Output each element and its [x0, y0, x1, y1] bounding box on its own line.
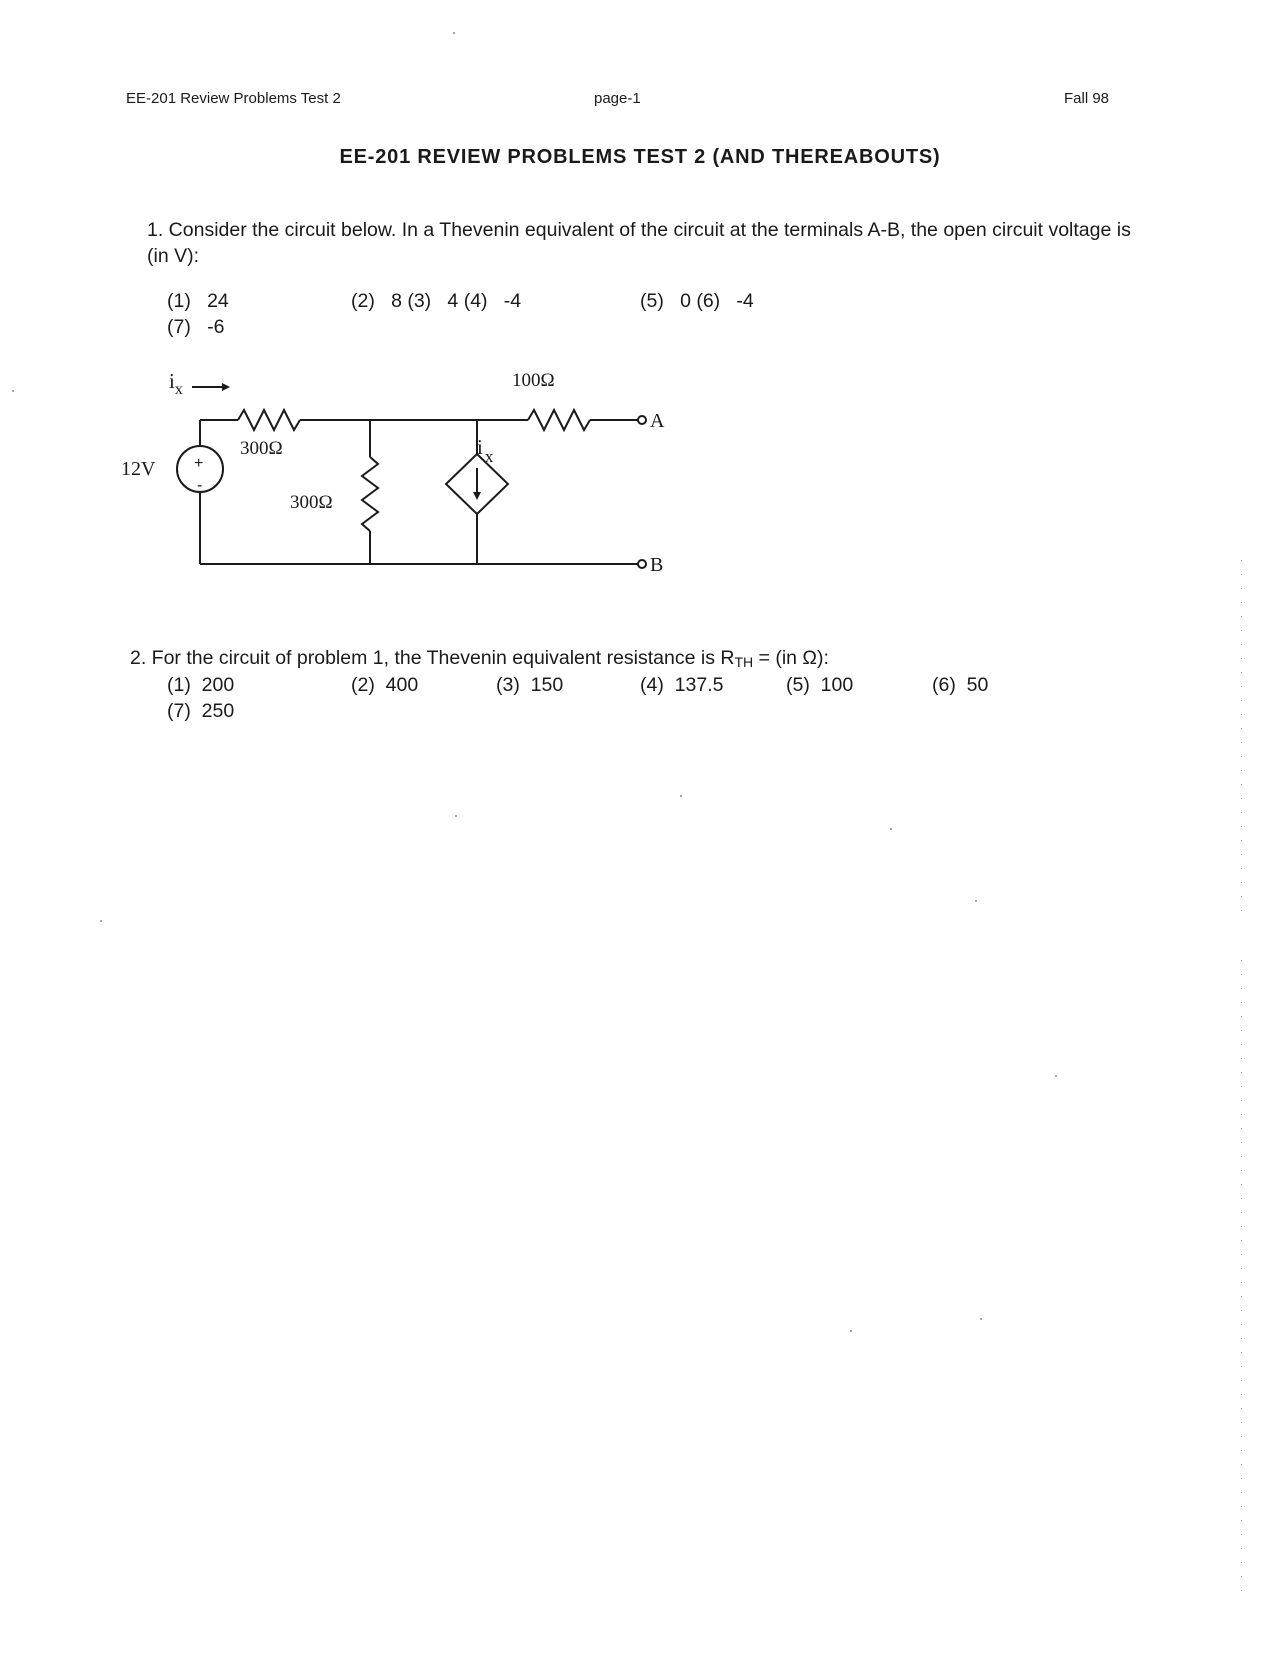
q2-option-6: (6) 50 — [932, 674, 989, 696]
scan-speck — [980, 1318, 982, 1320]
terminal-b-label: B — [650, 554, 664, 576]
scan-speck — [850, 1330, 852, 1332]
q2-text-subscript: TH — [734, 654, 754, 670]
q1-option-1: (1) 24 — [167, 290, 229, 312]
q2-option-4: (4) 137.5 — [640, 674, 724, 696]
header-term: Fall 98 — [1064, 90, 1110, 107]
resistor-100-label: 100Ω — [512, 372, 555, 391]
source-label: 12V — [121, 458, 156, 480]
document-title: EE-201 REVIEW PROBLEMS TEST 2 (AND THEREABOUTS) — [339, 146, 941, 168]
q2-option-3: (3) 150 — [496, 674, 564, 696]
scan-speck — [12, 390, 14, 392]
terminal-b-dot — [638, 560, 646, 568]
ix-arrow-head — [222, 383, 230, 391]
terminal-a-label: A — [650, 410, 665, 432]
header-page-number: page-1 — [594, 90, 641, 107]
scan-edge-speckle — [1241, 560, 1242, 920]
q1-option-2-4: (2) 8 (3) 4 (4) -4 — [351, 290, 522, 312]
q1-option-7: (7) -6 — [167, 316, 225, 338]
dependent-source-label: i $_x$ — [477, 435, 494, 466]
scan-speck — [455, 815, 457, 817]
resistor-300-shunt-label: 300Ω — [290, 492, 333, 513]
dep-arrow-head — [473, 492, 481, 500]
q2-option-1: (1) 200 — [167, 674, 235, 696]
terminal-a-dot — [638, 416, 646, 424]
question-2-text — [130, 645, 1130, 675]
q2-option-5: (5) 100 — [786, 674, 854, 696]
source-minus: - — [197, 477, 203, 494]
scan-speck — [100, 920, 102, 922]
q2-text-main: 2. For the circuit of problem 1, the Thevenin equivalent resistance is R — [130, 647, 735, 669]
resistor-100 — [528, 410, 590, 430]
resistor-300-series-label: 300Ω — [240, 438, 283, 459]
scan-speck — [453, 32, 455, 34]
question-1-text: 1. Consider the circuit below. In a Thevenin equivalent of the circuit at the terminals A-B, the open circuit voltage is (in V): — [147, 219, 1131, 267]
q2-option-2: (2) 400 — [351, 674, 419, 696]
scan-speck — [890, 828, 892, 830]
header-course: EE-201 Review Problems Test 2 — [126, 90, 341, 107]
scan-speck — [975, 900, 977, 902]
q2-option-7: (7) 250 — [167, 700, 235, 722]
resistor-300-series — [238, 410, 300, 430]
circuit-diagram — [118, 372, 718, 592]
q1-option-5-6: (5) 0 (6) -4 — [640, 290, 754, 312]
resistor-300-shunt — [362, 457, 378, 531]
q2-text-unit: = (in Ω): — [753, 647, 829, 669]
source-plus: + — [194, 455, 204, 472]
ix-label: $i_x$ — [169, 372, 183, 398]
scan-edge-speckle-lower — [1241, 960, 1242, 1600]
scan-speck — [1055, 1075, 1057, 1077]
scan-speck — [680, 795, 682, 797]
